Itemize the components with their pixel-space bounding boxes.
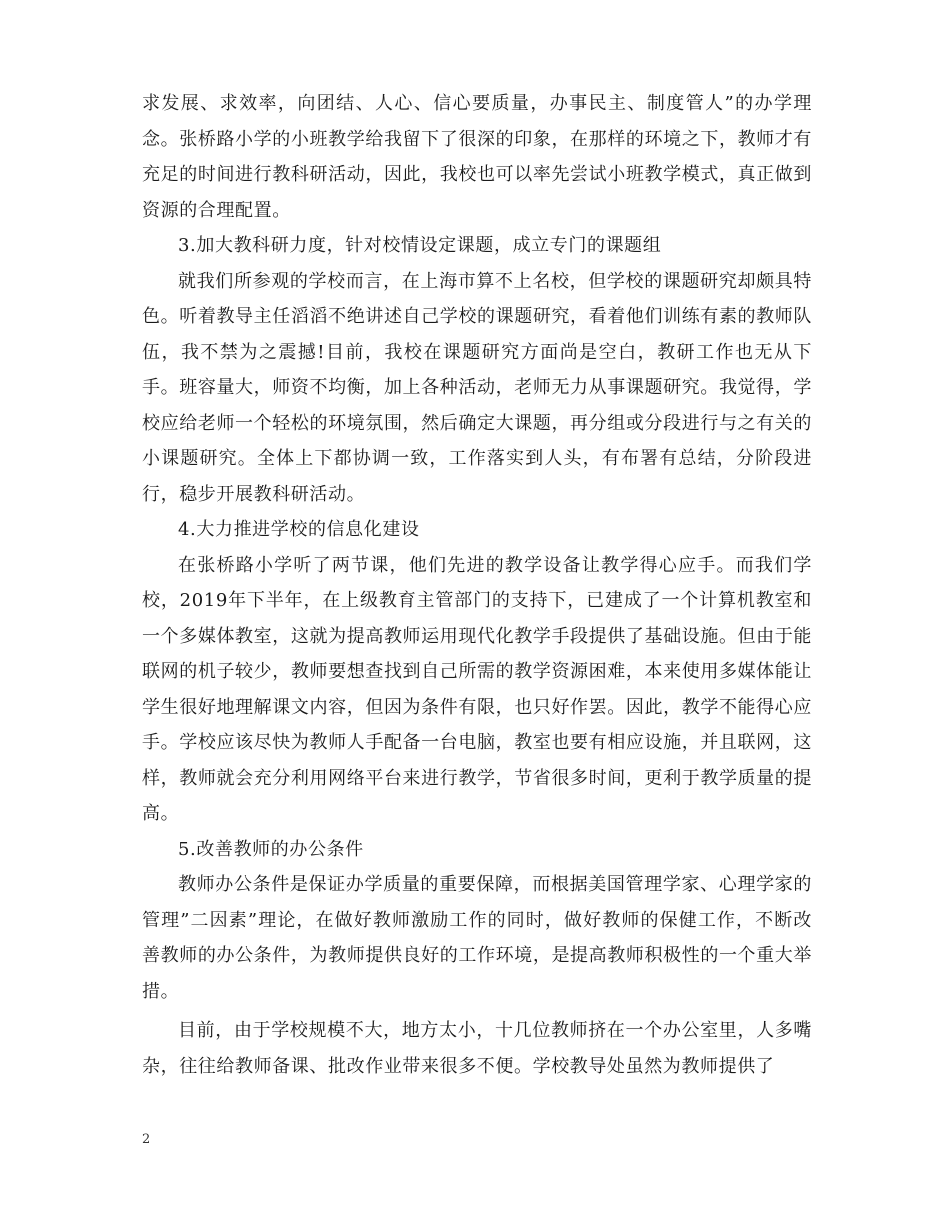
document-body [142,86,812,1084]
section-heading-4: 4.大力推进学校的信息化建设 [178,519,420,540]
section-heading-5: 5.改善教师的办公条件 [178,838,364,860]
section-heading-3: 3.加大教科研力度，针对校情设定课题，成立专门的课题组 [178,235,662,256]
paragraph-current-situation: 目前，由于学校规模不大，地方太小，十几位教师挤在一个办公室里，人多嘴杂，往往给教师备课、批改作业带来很多不便。学校教导处虽然为教师提供了 [142,1020,812,1077]
paragraph-informatization: 在张桥路小学听了两节课，他们先进的教学设备让教学得心应手。而我们学校，2019年下半年，在上级教育主管部门的支持下，已建成了一个计算机教室和一个多媒体教室，这就为提高教师运用现代化教学手段提供了基础设施。但由于能联网的机子较少，教师要想查找到自己所需的教学资源困难，本来使用多媒体能让学生很好地理解课文内容，但因为条件有限，也只好作罢。因此，教学不能得心应手。学校应该尽快为教师人手配备一台电脑，教室也要有相应设施，并且联网，这样，教师就会充分利用网络平台来进行教学，节省很多时间，更利于教学质量的提高。 [142,554,812,824]
paragraph-school-philosophy: 求发展、求效率，向团结、人心、信心要质量，办事民主、制度管人”的办学理念。张桥路小学的小班教学给我留下了很深的印象，在那样的环境之下，教师才有充足的时间进行教科研活动，因此，我校也可以率先尝试小班教学模式，真正做到资源的合理配置。 [142,93,812,221]
paragraph-office-conditions: 教师办公条件是保证办学质量的重要保障，而根据美国管理学家、心理学家的管理”二因素”理论，在做好教师激励工作的同时，做好教师的保健工作，不断改善教师的办公条件，为教师提供良好的工作环境，是提高教师积极性的一个重大举措。 [142,874,812,1002]
page-number: 2 [142,1132,151,1147]
paragraph-research: 就我们所参观的学校而言，在上海市算不上名校，但学校的课题研究却颇具特色。听着教导主任滔滔不绝讲述自己学校的课题研究，看着他们训练有素的教师队伍，我不禁为之震撼!目前，我校在课题研究方面尚是空白，教研工作也无从下手。班容量大，师资不均衡，加上各种活动，老师无力从事课题研究。我觉得，学校应给老师一个轻松的环境氛围，然后确定大课题，再分组或分段进行与之有关的小课题研究。全体上下都协调一致，工作落实到人头，有布署有总结，分阶段进行，稳步开展教科研活动。 [142,270,812,505]
